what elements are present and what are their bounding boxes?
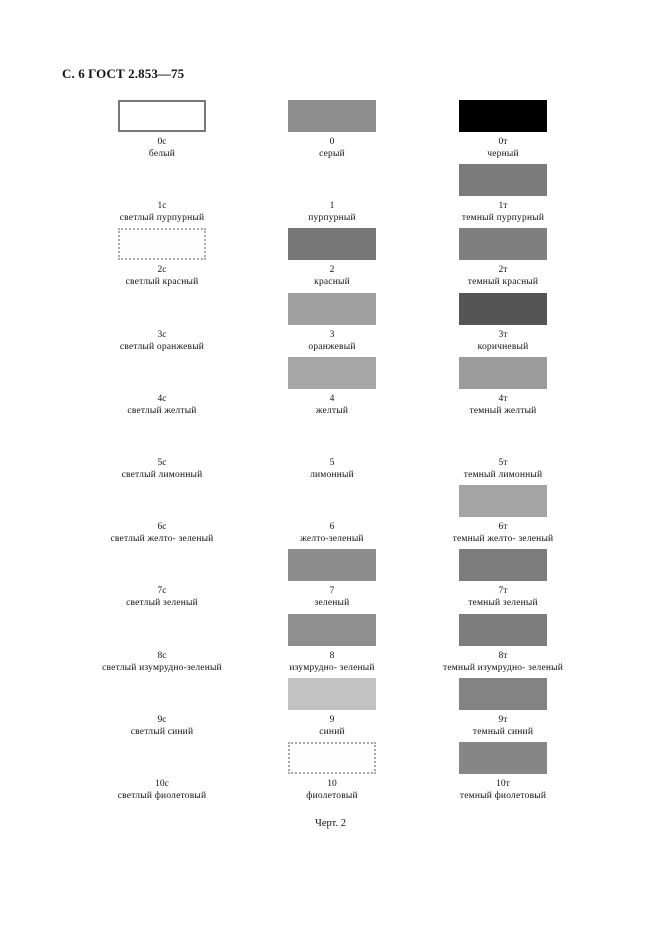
color-swatch [118,549,206,581]
color-name: красный [314,277,350,288]
color-code: 5с [157,458,167,468]
color-code: 6т [498,522,508,533]
color-name: светлый синий [130,726,194,737]
color-swatch [118,357,206,389]
color-code: 9с [157,714,167,725]
color-code: 2 [329,265,335,276]
color-name: светлый зеленый [126,598,198,609]
color-name: темный синий [472,726,534,737]
color-swatch [118,742,206,774]
color-swatch [118,614,206,646]
color-name: темный зеленый [468,598,538,609]
color-code: 5т [498,458,508,468]
color-swatch [118,678,206,710]
color-name: фиолетовый [306,791,358,801]
color-sample-cell [232,228,432,288]
color-name: темный фиолетовый [459,791,547,801]
color-swatch [288,614,376,646]
color-sample-cell [403,678,603,738]
color-swatch [118,164,206,196]
color-code: 0т [498,137,508,147]
color-swatch [459,164,547,196]
color-swatch [118,293,206,325]
color-swatch [118,228,206,260]
color-name: лимонный [310,470,354,480]
color-name: темный изумрудно- зеленый [442,662,564,673]
color-sample-cell [403,485,603,545]
color-code: 6 [329,522,335,533]
color-name: белый [148,149,176,159]
color-name: изумрудно- зеленый [289,662,375,673]
color-name: темный красный [467,277,539,288]
color-swatch [459,421,547,453]
color-swatch [118,421,206,453]
color-code: 4т [498,393,508,404]
color-sample-cell [403,100,603,160]
color-code: 3т [498,329,508,340]
color-swatch [118,100,206,132]
color-swatch [288,100,376,132]
color-swatch [288,678,376,710]
color-code: 4 [329,393,335,404]
color-sample-cell [403,614,603,674]
color-code: 5 [329,458,335,468]
color-code: 1с [157,201,167,212]
color-code: 3 [329,329,335,340]
color-sample-cell [403,228,603,288]
color-name: желто-зеленый [300,534,364,545]
color-name: светлый желтый [127,405,197,416]
color-sample-cell [232,678,432,738]
color-code: 9т [498,714,508,725]
color-swatch [288,421,376,453]
color-swatch [459,485,547,517]
color-code: 8с [157,650,167,661]
color-sample-cell [403,421,603,481]
color-sample-cell [403,357,603,417]
color-sample-cell [232,614,432,674]
color-code: 4с [157,393,167,404]
color-swatch [459,357,547,389]
color-name: пурпурный [308,213,356,224]
color-swatch [459,549,547,581]
color-sample-cell [232,549,432,609]
color-name: светлый фиолетовый [117,791,207,801]
color-code: 6с [157,522,167,533]
figure-caption: Черт. 2 [315,818,346,829]
color-swatch [459,678,547,710]
color-sample-cell [232,485,432,545]
color-name: светлый пурпурный [119,213,205,224]
color-name: темный пурпурный [461,213,545,224]
color-sample-cell [232,357,432,417]
color-sample-cell [232,421,432,481]
color-code: 8т [498,650,508,661]
color-sample-cell [232,742,432,802]
color-code: 8 [329,650,335,661]
color-name: светлый оранжевый [119,341,205,352]
color-code: 7т [498,586,508,597]
color-code: 10т [496,779,510,789]
color-code: 2с [157,265,167,276]
color-sample-cell [403,549,603,609]
color-sample-cell [403,164,603,224]
color-name: оранжевый [308,341,356,352]
color-name: черный [487,149,519,159]
color-swatch [288,228,376,260]
color-name: желтый [315,405,349,416]
color-sample-cell [403,742,603,802]
color-name: светлый изумрудно-зеленый [102,662,222,673]
color-code: 3с [157,329,167,340]
color-swatch [459,100,547,132]
color-swatch [459,228,547,260]
color-code: 10 [327,779,337,789]
color-sample-cell [232,164,432,224]
color-swatch [288,293,376,325]
color-swatch [288,485,376,517]
color-sample-cell [232,100,432,160]
color-name: коричневый [477,341,529,352]
color-sample-cell [403,293,603,353]
color-swatch [118,485,206,517]
color-name: серый [319,149,345,159]
color-swatch [459,614,547,646]
color-sample-cell [232,293,432,353]
color-name: светлый лимонный [121,470,203,480]
color-code: 0с [157,137,167,147]
color-name: светлый красный [125,277,199,288]
color-swatch [288,549,376,581]
color-code: 2т [498,265,508,276]
color-name: темный желтый [469,405,537,416]
color-code: 10с [155,779,169,789]
color-swatch [288,742,376,774]
page-header: С. 6 ГОСТ 2.853—75 [62,66,185,81]
color-code: 1т [498,201,508,212]
color-swatch [459,293,547,325]
color-swatch [459,742,547,774]
color-code: 1 [329,201,335,212]
color-code: 0 [329,137,335,147]
color-code: 9 [329,714,335,725]
color-code: 7 [329,586,335,597]
color-name: зеленый [314,598,350,609]
color-name: темный лимонный [463,470,543,480]
color-name: светлый желто- зеленый [110,534,214,545]
color-name: синий [319,726,345,737]
color-name: темный желто- зеленый [452,534,554,545]
color-code: 7с [157,586,167,597]
color-swatch [288,164,376,196]
color-swatch [288,357,376,389]
